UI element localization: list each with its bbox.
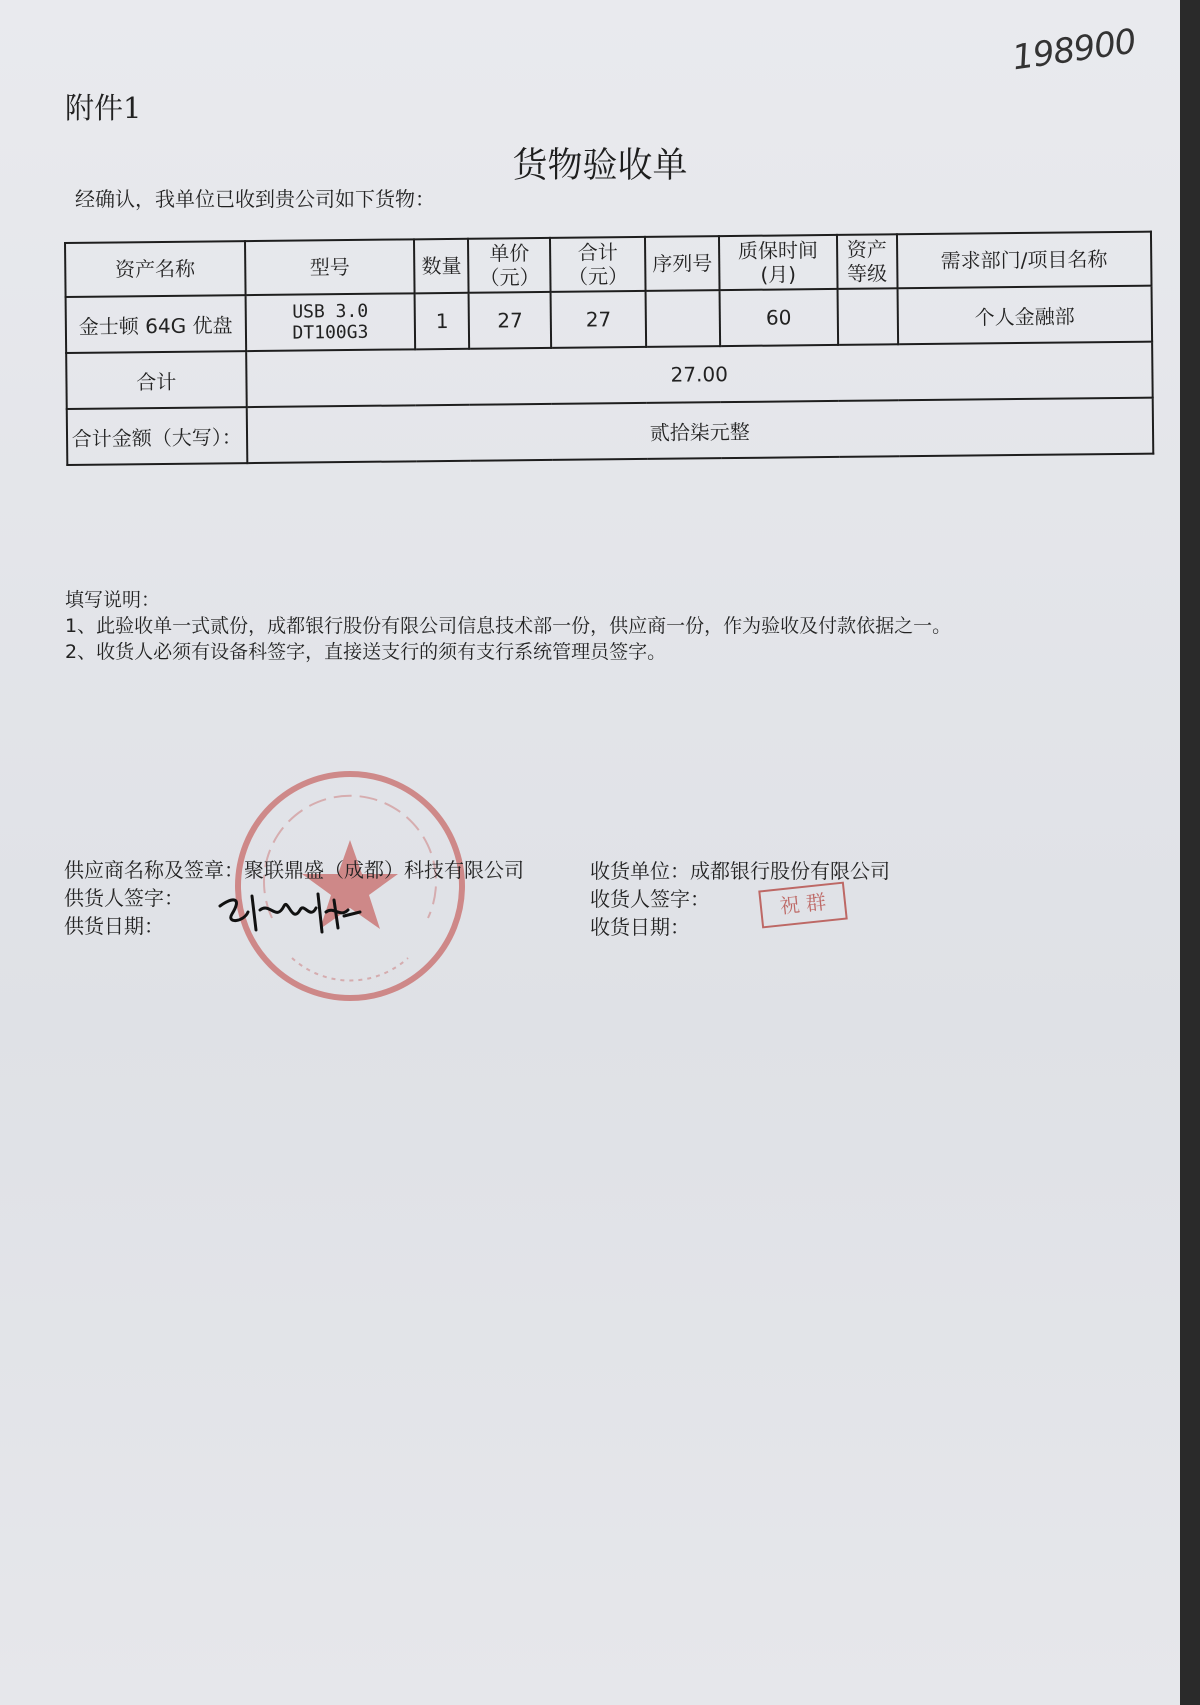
header-asset-name: 资产名称 — [65, 241, 245, 297]
cell-asset-grade — [837, 288, 897, 345]
amount-row — [67, 398, 1154, 465]
receiver-unit-label: 收货单位： — [590, 859, 690, 883]
header-warranty: 质保时间(月) — [719, 235, 837, 290]
goods-table — [64, 231, 1154, 466]
header-unit-price — [468, 238, 551, 293]
instructions — [65, 587, 951, 665]
header-asset-grade — [837, 234, 897, 289]
header-model: 型号 — [245, 239, 415, 295]
receiver-unit-value: 成都银行股份有限公司 — [690, 859, 890, 883]
instructions-item-1: 1、此验收单一式贰份，成都银行股份有限公司信息技术部一份，供应商一份，作为验收及付款依据之一。 — [65, 615, 952, 637]
cell-quantity: 1 — [415, 293, 469, 350]
header-dept: 需求部门/项目名称 — [897, 232, 1152, 289]
intro-text: 经确认，我单位已收到贵公司如下货物： — [75, 187, 435, 211]
header-quantity: 数量 — [414, 239, 468, 294]
receiver-signer-label: 收货人签字： — [590, 887, 710, 911]
handwritten-signature-icon — [214, 876, 364, 946]
header-asset-grade-line2: 等级 — [846, 261, 888, 286]
header-unit-price-line2: （元） — [479, 265, 540, 290]
header-subtotal-line1: 合计 — [577, 240, 618, 265]
handwritten-note: 198900 — [1009, 21, 1138, 79]
header-subtotal-line2: （元） — [567, 264, 629, 289]
supplier-name-value: 聚联鼎盛（成都）科技有限公司 — [244, 858, 524, 882]
header-unit-price-line1: 单价 — [489, 241, 530, 266]
header-subtotal — [550, 237, 645, 292]
attachment-label: 附件1 — [65, 91, 142, 125]
amount-label: 合计金额（大写）： — [67, 407, 247, 465]
total-label: 合计 — [66, 351, 246, 409]
supplier-name-label: 供应商名称及签章： — [64, 858, 244, 882]
supplier-signer-label: 供货人签字： — [64, 886, 184, 910]
receiver-name-stamp: 祝 群 — [758, 882, 848, 929]
cell-asset-name: 金士顿 64G 优盘 — [66, 295, 246, 353]
cell-warranty: 60 — [719, 289, 837, 346]
supplier-date-label: 供货日期： — [64, 914, 164, 938]
instructions-item-2: 2、收货人必须有设备科签字，直接送支行的须有支行系统管理员签字。 — [65, 641, 667, 663]
page-title: 货物验收单 — [512, 146, 688, 186]
cell-model: USB 3.0 DT100G3 — [245, 293, 415, 351]
cell-serial — [646, 290, 720, 347]
amount-value: 贰拾柒元整 — [246, 398, 1153, 463]
receiver-unit-line — [590, 857, 890, 885]
header-asset-grade-line1: 资产 — [846, 237, 887, 262]
receiver-date-label: 收货日期： — [590, 915, 690, 939]
cell-dept: 个人金融部 — [897, 286, 1152, 345]
cell-subtotal: 27 — [551, 291, 646, 348]
cell-unit-price: 27 — [469, 292, 552, 349]
total-value: 27.00 — [246, 342, 1153, 407]
instructions-heading: 填写说明： — [65, 589, 161, 611]
header-serial: 序列号 — [645, 236, 719, 291]
